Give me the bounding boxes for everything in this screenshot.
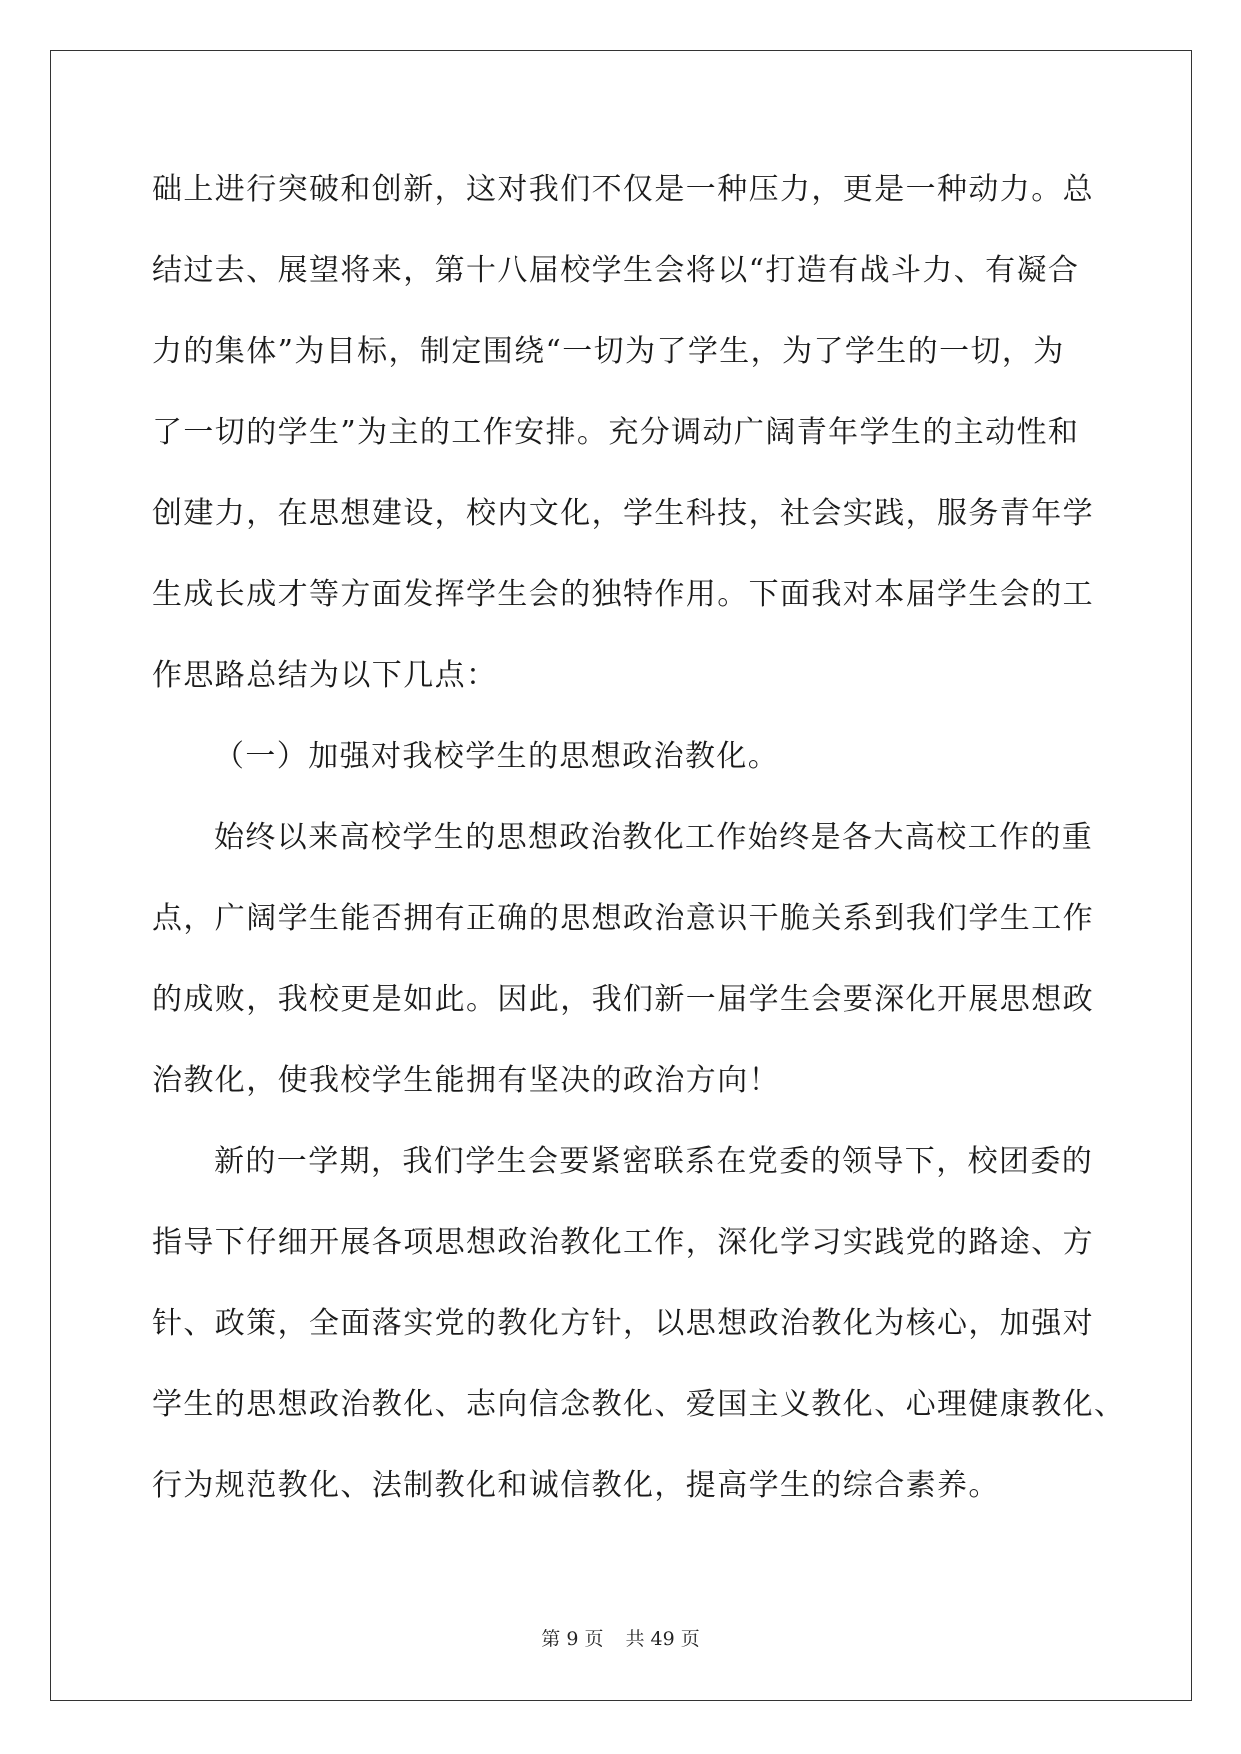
text-line: 创建力，在思想建设，校内文化，学生科技，社会实践，服务青年学 <box>152 496 1094 531</box>
text-line: 学生的思想政治教化、志向信念教化、爱国主义教化、心理健康教化、 <box>152 1387 1126 1422</box>
text-line: 行为规范教化、法制教化和诚信教化，提高学生的综合素养。 <box>152 1468 1000 1503</box>
text-line: 指导下仔细开展各项思想政治教化工作，深化学习实践党的路途、方 <box>152 1225 1094 1260</box>
text-line: 了一切的学生”为主的工作安排。充分调动广阔青年学生的主动性和 <box>152 415 1080 450</box>
text-line: 力的集体”为目标，制定围绕“一切为了学生，为了学生的一切，为 <box>152 334 1065 369</box>
text-line: 针、政策，全面落实党的教化方针，以思想政治教化为核心，加强对 <box>152 1306 1094 1341</box>
text-line: 生成长成才等方面发挥学生会的独特作用。下面我对本届学生会的工 <box>152 577 1094 612</box>
text-line: 点，广阔学生能否拥有正确的思想政治意识干脆关系到我们学生工作 <box>152 901 1094 936</box>
page-footer <box>0 1624 1241 1651</box>
page-total: 共 49 页 <box>625 1628 700 1650</box>
paragraph-start-line: 新的一学期，我们学生会要紧密联系在党委的领导下，校团委的 <box>214 1144 1094 1179</box>
text-line: 作思路总结为以下几点： <box>152 658 498 693</box>
document-body <box>152 160 1126 1537</box>
section-heading: （一）加强对我校学生的思想政治教化。 <box>214 739 780 774</box>
paragraph-start-line: 始终以来高校学生的思想政治教化工作始终是各大高校工作的重 <box>214 820 1094 855</box>
text-line: 结过去、展望将来，第十八届校学生会将以“打造有战斗力、有凝合 <box>152 253 1080 288</box>
text-line: 的成败，我校更是如此。因此，我们新一届学生会要深化开展思想政 <box>152 982 1094 1017</box>
page-number: 第 9 页 <box>541 1628 604 1650</box>
text-line: 治教化，使我校学生能拥有坚决的政治方向！ <box>152 1063 780 1098</box>
text-line: 础上进行突破和创新，这对我们不仅是一种压力，更是一种动力。总 <box>152 172 1094 207</box>
